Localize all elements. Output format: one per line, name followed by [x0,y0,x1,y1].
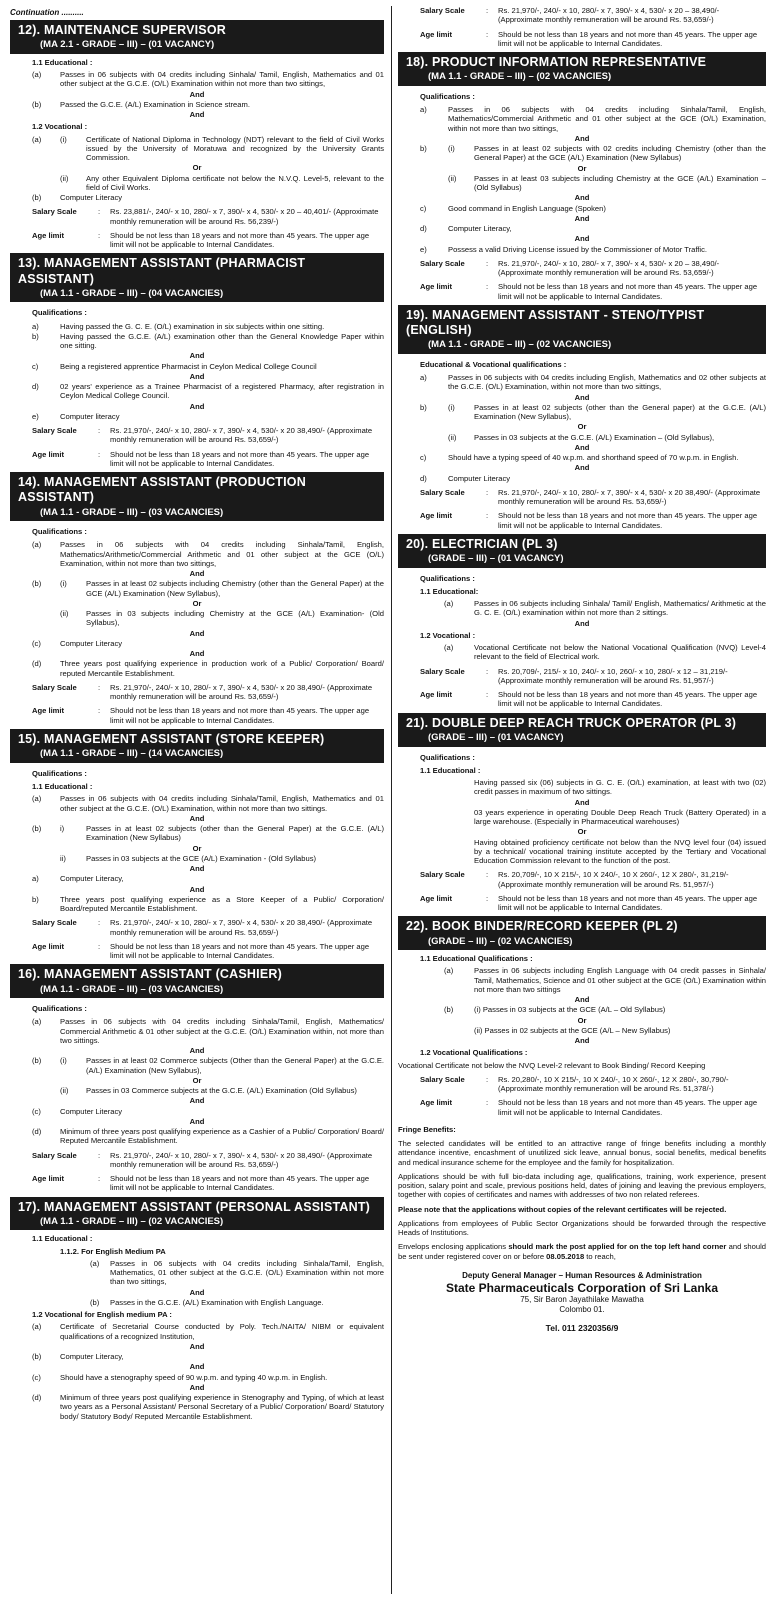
age-value: Should not be less than 18 years and not more than 45 years. The upper age limit will not be applicable to Internal Candidates. [498,282,758,301]
or-label: Or [192,163,202,173]
colon: : [98,230,101,240]
item-text: Computer Literacy, [60,1352,124,1362]
section-grade: (MA 1.1 - GRADE – III) – (03 VACANCIES) [40,506,224,518]
salary-value: Rs. 20,709/-, 215/- x 10, 240/- x 10, 260/- x 10, 280/- x 12 – 31,219/- (Approximate monthly remuneration will be around Rs. 51,957/-) [498,666,728,685]
salary-label: Salary Scale [420,666,465,676]
section-header [10,964,384,998]
section-grade: (MA 1.1 - GRADE – III) – (02 VACANCIES) [428,71,612,83]
section-title: 12). MAINTENANCE SUPERVISOR [18,23,226,37]
section-grade: (MA 1.1 - GRADE – III) – (14 VACANCIES) [40,748,224,760]
section-header [398,305,766,354]
age-label: Age limit [32,449,65,459]
item-label: (b) [32,99,42,109]
item-text: Passes in 06 subjects with 04 credits including Sinhala/Tamil, English, Mathematics/Arithmetic/Commercial Arithmetic and 01 other subject at the GCE (O/L) Examination, within not more than two sittings, [60,540,384,568]
item-sublabel: (ii) [60,609,69,619]
item-text: Passes in the G.C.E. (A/L) Examination with English Language. [110,1297,324,1307]
section-20 [398,534,766,709]
item-label: (b) [32,824,42,834]
colon: : [98,1150,101,1160]
qualifications-heading: Qualifications : [420,752,475,762]
item-sublabel: (ii) [60,173,69,183]
item-label: (d) [32,1127,42,1137]
item-text: Passes in at least 03 subjects including Chemistry at the GCE (A/L) Examination – (Old Syllabus) [474,173,766,193]
and-label: And [189,110,205,120]
item-text: (i) Passes in 03 subjects at the GCE (A/L – Old Syllabus) [474,1005,666,1015]
and-label: And [189,628,205,638]
salary-label: Salary Scale [420,1074,465,1084]
item-text: Minimum of three years post qualifying experience in Stenography and Typing, of which at least two years as a Personal Assistant/ Personal Secretary of a Public/ Corporation/ Board/ Statutory body/ Statutory Body/ Reputed Mercantile Establishment. [60,1393,384,1421]
or-label: Or [577,1015,587,1025]
sub-heading: 1.2 Vocational : [420,630,476,640]
section-18 [398,52,766,301]
and-label: And [574,133,590,143]
item-label: (b) [32,193,42,203]
age-label: Age limit [32,230,65,240]
item-label: (b) [32,579,42,589]
section-grade: (GRADE – III) – (01 VACANCY) [428,731,564,743]
section-14 [10,472,384,725]
item-text: Passes in at least 02 subjects (other than the General paper) at the G.C.E. (A/L) Examination (New Syllabus), [474,402,766,422]
age-value: Should not be less than 18 years and not more than 45 years. The upper age limit will not be applicable to Internal Candidates. [110,1174,370,1193]
colon: : [98,449,101,459]
item-label: (a) [32,70,42,80]
left-column [10,16,384,1423]
section-17 [10,1197,384,1421]
item-label: (d) [32,1393,42,1403]
section-title: 13). MANAGEMENT ASSISTANT (PHARMACIST ASSISTANT) [18,256,306,286]
age-label: Age limit [32,706,65,716]
salary-label: Salary Scale [32,918,77,928]
sub-heading: 1.1 Educational: [420,586,479,596]
colon: : [98,918,101,928]
envelope-text: to reach, [584,1251,616,1261]
item-text: Passes in 03 subjects at the G.C.E. (A/L) Examination – (Old Syllabus), [474,432,715,442]
contact-footer [398,1271,766,1333]
colon: : [486,870,489,880]
and-label: And [189,884,205,894]
salary-label: Salary Scale [32,207,77,217]
and-label: And [189,569,205,579]
salary-value: Rs. 23,881/-, 240/- x 10, 280/- x 7, 390/- x 4, 530/- x 20 – 40,401/- (Approximate monthly remuneration will be around Rs. 56,239/-) [110,207,379,226]
section-12 [10,20,384,249]
item-text: 03 years experience in operating Double Deep Reach Truck (Battery Operated) in a large warehouse. (Especially in Pharmaceutical warehouses) [474,807,766,827]
and-label: And [574,213,590,223]
section-title: 18). PRODUCT INFORMATION REPRESENTATIVE [406,55,707,69]
item-label: c) [420,203,427,213]
and-label: And [574,995,590,1005]
item-text: Passes in 06 subjects with 04 credits including Sinhala/Tamil, English, Mathematics/Commercial Arithmetic and 01 other subject at the GCE (O/L) Examination, within not more than two sittings, [448,105,766,133]
public-sector-note: Applications from employees of Public Sector Organizations should be forwarded through the respective Heads of Institutions. [398,1218,766,1238]
item-sublabel: (ii) [448,432,457,442]
item-sublabel: (i) [448,402,455,412]
section-header [10,729,384,763]
item-label: (a) [32,1322,42,1332]
item-text: Passes in at least 02 subjects (other than the General Paper) at the G.C.E. (A/L) Examination (New Syllabus) [86,824,384,843]
qualifications-heading: Qualifications : [32,768,87,778]
and-label: And [189,649,205,659]
envelope-text: and should be sent under registered cover on or before [398,1242,766,1261]
item-text: Any other Equivalent Diploma certificate not below the N.V.Q. Level-5, relevant to the field of Civil Works. [86,173,384,192]
salary-value: Rs. 21,970/-, 240/- x 10, 280/- x 7, 390/- x 4, 530/- x 20 – 38,490/- (Approximate monthly remuneration will be around Rs. 53,659/-) [498,6,720,25]
salary-value: Rs. 21,970/-, 240/- x 10, 280/- x 7, 390/- x 4, 530/- x 20 38,490/- (Approximate monthly remuneration will be around Rs. 53,659/-) [110,1150,373,1169]
contact-role: Deputy General Manager – Human Resources & Administration [462,1270,702,1280]
item-text: Passes in at least 02 subjects with 02 credits including Chemistry (other than the General Paper) at the GCE (A/L) Examination (New Syllabus) [474,144,766,163]
and-label: And [189,89,205,99]
item-text: Passes in 06 subjects with 04 credits including Sinhala/Tamil, English, Mathematics, 01 other subject at the G.C.E. (O/L) Examination within not more than two sittings, [110,1258,384,1287]
or-label: Or [577,422,587,432]
or-label: Or [577,163,587,173]
and-label: And [574,618,590,628]
item-label: b) [420,144,427,154]
colon: : [98,682,101,692]
item-text: Computer Literacy [60,638,123,648]
item-label: (a) [32,1017,42,1027]
colon: : [486,6,489,15]
age-label: Age limit [420,282,453,292]
salary-label: Salary Scale [32,426,77,436]
and-label: And [574,442,590,452]
colon: : [98,207,101,217]
item-label: (d) [32,659,42,669]
section-21 [398,713,766,913]
and-label: And [189,401,205,411]
age-value: Should not be less than 18 years and not more than 45 years. The upper age limit will not be applicable to Internal Candidates. [110,706,370,725]
item-label: (b) [444,1005,454,1015]
colon: : [486,29,489,39]
age-label: Age limit [420,690,453,700]
item-label: (a) [444,966,454,976]
salary-label: Salary Scale [420,258,465,268]
item-label: (c) [32,1106,41,1116]
item-text: Minimum of three years post qualifying experience as a Cashier of a Public/ Corporation/ Board/ Reputed Mercantile Establishment. [60,1127,384,1146]
and-label: And [189,1341,205,1351]
item-text: Computer Literacy [60,193,123,203]
item-sublabel: (i) [60,1056,67,1066]
section-header [398,713,766,747]
item-text: Possess a valid Driving License issued by the Commissioner of Motor Traffic. [448,244,707,254]
item-text: Passes in at least 02 Commerce subjects (Other than the General Paper) at the G.C.E. (A/L) Examination (New Syllabus), [86,1056,384,1075]
section-header [10,472,384,521]
section-grade: (MA 1.1 - GRADE – III) – (02 VACANCIES) [40,1215,224,1227]
item-text: Computer Literacy [60,1106,123,1116]
item-text: Certificate of Secretarial Course conducted by Poly. Tech./NAITA/ NIBM or equivalent qualifications of a recognized Institution, [60,1322,384,1341]
closing-date: 08.05.2018 [546,1251,585,1261]
item-text: Being a registered apprentice Pharmacist in Ceylon Medical College Council [60,361,317,371]
and-label: And [574,234,590,244]
item-label: a) [420,105,427,115]
item-text: Passes in 03 subjects at the GCE (A/L) Examination - (Old Syllabus) [86,853,317,863]
envelope-emphasis: should mark the post applied for on the top left hand corner [508,1242,727,1252]
or-label: Or [192,843,202,853]
right-column [398,6,766,1333]
age-value: Should be not less than 18 years and not more than 45 years. The upper age limit will not be applicable to Internal Candidates. [110,941,370,961]
item-label: b) [32,331,39,341]
and-label: And [574,392,590,402]
item-text: Passes in 03 Commerce subjects at the G.C.E. (A/L) Examination (Old Syllabus) [86,1086,357,1096]
item-label: (b) [90,1297,100,1307]
section-title: 21). DOUBLE DEEP REACH TRUCK OPERATOR (PL 3) [406,715,737,730]
salary-label: Salary Scale [420,870,465,880]
item-text: Passes in 06 subjects including English Language with 04 credit passes in Sinhala/ Tamil, Mathematics, Science and 01 other subject at the GCE (O/L) Examination within not more than two sittings [474,966,766,994]
age-label: Age limit [420,893,453,903]
item-label: c) [32,361,39,371]
fringe-benefits-text: The selected candidates will be entitled to an attractive range of fringe benefits including a monthly attendance incentive, encashment of unutilized sick leave, annual bonus, social benefits, medical benefits and medical insurance scheme for the employee and the family for hospitalization. [398,1139,766,1167]
item-text: Passed the G.C.E. (A/L) Examination in Science stream. [60,99,250,109]
or-label: Or [192,598,202,608]
item-sublabel: (ii) [448,173,457,183]
item-text: Computer Literacy [448,473,511,483]
colon: : [98,426,101,436]
salary-value: Rs. 21,970/-, 240/- x 10, 280/- x 7, 390/- x 4, 530/- x 20 38,490/- (Approximate monthly remuneration will be around Rs. 53,659/-) [110,918,373,937]
fringe-benefits-heading: Fringe Benefits: [398,1124,456,1134]
and-label: And [189,1046,205,1056]
colon: : [486,511,489,521]
continuation-label: Continuation .......... [10,8,84,17]
age-value: Should not be less than 18 years and not more than 45 years. The upper age limit will not be applicable to Internal Candidates. [498,690,758,709]
item-label: (a) [444,599,454,609]
column-divider [391,6,392,1594]
item-text: Good command in English Language (Spoken) [448,203,606,213]
section-grade: (MA 1.1 - GRADE – III) – (02 VACANCIES) [428,339,612,351]
item-sublabel: (i) [60,579,67,589]
salary-label: Salary Scale [32,682,77,692]
colon: : [486,690,489,700]
item-text: Three years post qualifying experience as a Store Keeper of a Public/ Corporation/ Board/reputed Mercantile Establishment. [60,894,384,914]
qualifications-heading: Qualifications : [32,1004,87,1014]
item-text: Three years post qualifying experience in production work of a Public/ Corporation/ Board/ reputed Mercantile Establishment. [60,659,384,678]
item-text: Having obtained proficiency certificate not below than the NVQ level four (04) issued by a technical/ vocational training institute accepted by the Tertiary and Vocational Education Commission relevant to the function of the post. [474,837,766,866]
salary-value: Rs. 21,970/-, 240/- x 10, 280/- x 7, 390/- x 4, 530/- x 20 38,490/- (Approximate monthly remuneration will be around Rs. 53,659/-) [498,487,761,507]
section-grade: (GRADE – III) – (02 VACANCIES) [428,935,573,947]
item-text: Passes in 03 subjects including Chemistry at the GCE (A/L) Examination- (Old Syllabus), [86,609,384,628]
section-grade: (MA 1.1 - GRADE – III) – (03 VACANCIES) [40,983,224,995]
and-label: And [189,813,205,823]
section-title: 17). MANAGEMENT ASSISTANT (PERSONAL ASSISTANT) [18,1199,371,1214]
section-title: 19). MANAGEMENT ASSISTANT - STENO/TYPIST (ENGLISH) [406,307,705,338]
item-text: Passes in 06 subjects with 04 credits including English, Mathematics and 02 other subjects at the G.C.E. (O/L) Examination, within not more than two sittings, [448,373,766,392]
age-value: Should be not less than 18 years and not more than 45 years. The upper age limit will not be applicable to Internal Candidates. [498,29,758,48]
salary-label: Salary Scale [32,1150,77,1160]
section-15 [10,729,384,960]
item-sublabel: i) [60,824,65,834]
section-grade: (MA 1.1 - GRADE – III) – (04 VACANCIES) [40,287,224,299]
colon: : [486,666,489,676]
item-label: e) [420,244,427,254]
colon: : [98,1174,101,1184]
sub-heading: 1.2 Vocational : [32,122,88,132]
section-header [398,534,766,568]
item-label: d) [420,473,427,483]
salary-value: Rs. 20,709/-, 10 X 215/-, 10 X 240/-, 10 X 260/-, 12 X 280/-, 31,219/- (Approximate monthly remuneration will be around Rs. 51,957/-) [498,870,729,889]
item-text: Passes in 06 subjects with 04 credits including Sinhala/Tamil, English, Mathematics and 01 other subject at the G.C.E. (O/L) Examination, within not more than two sittings. [60,794,384,813]
item-sublabel: (i) [60,134,67,144]
rejection-note: Please note that the applications without copies of the relevant certificates will be rejected. [398,1204,727,1214]
and-label: And [189,1116,205,1126]
item-label: c) [420,453,427,463]
item-label: (a) [90,1258,100,1268]
colon: : [486,1098,489,1108]
sub-heading: 1.1 Educational Qualifications : [420,954,533,964]
section-header [398,916,766,950]
salary-label: Salary Scale [420,6,465,15]
and-label: And [189,1362,205,1372]
and-label: And [574,1036,590,1046]
sub-heading: 1.1.2. For English Medium PA [60,1246,166,1256]
item-text: Vocational Certificate not below the National Vocational Qualification (NVQ) Level-4 relevant to the field of Electrical work. [474,643,766,662]
telephone: Tel. 011 2320356/9 [545,1322,619,1333]
colon: : [486,1074,489,1084]
item-sublabel: ii) [60,853,66,863]
item-label: b) [32,894,39,904]
salary-value: Rs. 21,970/-, 240/- x 10, 280/- x 7, 390/- x 4, 530/- x 20 – 38,490/- (Approximate monthly remuneration will be around Rs. 53,659/-) [498,258,720,278]
or-label: Or [577,827,587,837]
item-label: a) [420,373,427,383]
item-text: Having passed six (06) subjects in G. C. E. (O/L) examination, at least with two (02) credit passes in maximum of two sittings. [474,778,766,797]
item-label: (b) [32,1352,42,1362]
section-17-continued [398,6,766,48]
item-label: a) [32,321,39,331]
or-label: Or [192,1075,202,1085]
item-text: Passes in at least 02 subjects including Chemistry (other than the General Paper) at the GCE (A/L) Examination (New Syllabus), [86,579,384,598]
and-label: And [189,864,205,874]
section-title: 14). MANAGEMENT ASSISTANT (PRODUCTION ASSISTANT) [18,475,306,505]
item-label: (b) [32,1056,42,1066]
age-label: Age limit [32,1174,65,1184]
section-title: 20). ELECTRICIAN (PL 3) [406,536,558,551]
item-text: Passes in 06 subjects with 04 credits including Sinhala/ Tamil, English, Mathematics and 01 other subject at the G.C.E. (O/L) Examination within not more than two sittings, [60,70,384,89]
item-text: Passes in 06 subjects including Sinhala/ Tamil/ English, Mathematics/ Arithmetic at the G. C. E. (O/L) examination within not more than 2 sittings. [474,599,766,618]
item-text: Having passed the G. C. E. (O/L) examination in six subjects within one sitting. [60,321,325,331]
section-grade: (GRADE – III) – (01 VACANCY) [428,553,564,565]
item-text: Computer Literacy, [60,874,124,884]
colon: : [486,258,489,268]
qualifications-heading: Qualifications : [420,573,475,583]
organization-name: State Pharmaceuticals Corporation of Sri Lanka [445,1280,719,1295]
sub-heading: 1.2 Vocational Qualifications : [420,1048,528,1058]
age-value: Should not be less than 18 years and not more than 45 years. The upper age limit will not be applicable to Internal Candidates. [498,893,758,913]
and-label: And [189,1382,205,1392]
address-line: 75, Sir Baron Jayathilake Mawatha [520,1295,644,1305]
sub-heading: 1.2 Vocational for English medium PA : [32,1310,172,1320]
item-label: (a) [32,134,42,144]
item-label: (a) [32,794,42,804]
age-value: Should not be less than 18 years and not more than 45 years. The upper age limit will not be applicable to Internal Candidates. [498,1098,758,1117]
item-text: 02 years' experience as a Trainee Pharmacist of a registered Pharmacy, after registration in Ceylon Medical College Council. [60,382,384,401]
colon: : [486,487,489,497]
item-text: Vocational Certificate not below the NVQ Level-2 relevant to Book Binding/ Record Keeping [398,1060,706,1070]
section-grade: (MA 2.1 - GRADE – III) – (01 VACANCY) [40,39,215,51]
and-label: And [189,1287,205,1297]
item-text: Having passed the G.C.E. (A/L) examination other than the General Knowledge Paper within one sitting. [60,331,384,351]
section-19 [398,305,766,530]
item-text: Should have a typing speed of 40 w.p.m. and shorthand speed of 70 w.p.m. in English. [448,453,739,463]
envelope-text: Envelops enclosing applications [398,1242,509,1252]
sub-heading: 1.1 Educational : [32,1234,93,1244]
and-label: And [574,797,590,807]
item-text: Should have a stenography speed of 90 w.p.m. and typing 40 w.p.m. in English. [60,1372,328,1382]
item-label: a) [32,874,39,884]
item-label: (a) [32,540,42,550]
colon: : [486,893,489,903]
item-label: d) [420,224,427,234]
envelope-instructions [398,1242,766,1261]
section-header [10,1197,384,1231]
address-line: Colombo 01. [559,1305,605,1315]
application-instructions: Applications should be with full bio-data including age, qualifications, training, work experience, present position, salary point and scale, previous positions held, dates of joining and leaving the previous employers, together with copies of certificates and names with addresses of two non related referees. [398,1171,766,1200]
colon: : [486,282,489,292]
salary-label: Salary Scale [420,487,465,497]
and-label: And [189,351,205,361]
item-text: Certificate of National Diploma in Technology (NDT) relevant to the field of Civil Works issued by the University of Moratuwa and recognized by the University Grants Commission. [86,134,384,163]
section-title: 16). MANAGEMENT ASSISTANT (CASHIER) [18,967,282,982]
item-sublabel: (i) [448,144,455,154]
and-label: And [189,371,205,381]
qualifications-heading: Qualifications : [420,91,475,101]
and-label: And [574,193,590,203]
section-title: 22). BOOK BINDER/RECORD KEEPER (PL 2) [406,919,678,934]
salary-value: Rs. 21,970/-, 240/- x 10, 280/- x 7, 390/- x 4, 530/- x 20 38,490/- (Approximate monthly remuneration will be around Rs. 53,659/-) [110,682,373,702]
salary-value: Rs. 21,970/-, 240/- x 10, 280/- x 7, 390/- x 4, 530/- x 20 38,490/- (Approximate monthly remuneration will be around Rs. 53,659/-) [110,426,373,445]
item-label: (a) [444,643,454,653]
section-13 [10,253,384,468]
item-text: (ii) Passes in 02 subjects at the GCE (A/L – New Syllabus) [474,1025,671,1035]
item-sublabel: (ii) [60,1086,69,1096]
and-label: And [189,1096,205,1106]
salary-value: Rs. 20,280/-, 10 X 215/-, 10 X 240/-, 10 X 260/-, 12 X 280/-, 30,790/- (Approximate monthly remuneration will be around Rs. 51,378/-) [498,1074,729,1094]
colon: : [98,706,101,716]
section-header [10,253,384,302]
qualifications-heading: Qualifications : [32,527,87,537]
section-title: 15). MANAGEMENT ASSISTANT (STORE KEEPER) [18,731,325,746]
item-label: d) [32,382,39,392]
age-label: Age limit [420,1098,453,1108]
section-header [398,52,766,86]
item-text: Computer literacy [60,411,120,421]
age-label: Age limit [420,29,453,39]
age-label: Age limit [32,941,65,951]
item-label: (c) [32,638,41,648]
age-value: Should not be less than 18 years and not more than 45 years. The upper age limit will not be applicable to Internal Candidates. [110,449,370,468]
item-label: (c) [32,1372,41,1382]
section-header [10,20,384,54]
section-16 [10,964,384,1192]
qualifications-heading: Educational & Vocational qualifications : [420,359,567,369]
age-value: Should be not less than 18 years and not more than 45 years. The upper age limit will not be applicable to Internal Candidates. [110,230,370,250]
qualifications-heading: Qualifications : [32,308,87,318]
item-text: Computer Literacy, [448,224,512,234]
item-label: b) [420,402,427,412]
section-22 [398,916,766,1117]
age-value: Should not be less than 18 years and not more than 45 years. The upper age limit will not be applicable to Internal Candidates. [498,511,758,530]
item-label: e) [32,411,39,421]
and-label: And [574,463,590,473]
sub-heading: 1.1 Educational : [420,765,481,775]
age-label: Age limit [420,511,453,521]
colon: : [98,941,101,951]
item-text: Passes in 06 subjects with 04 credits including Sinhala/Tamil, English, Mathematics/ Commercial Arithmetic & 01 other subject at the G.C.E. (O/L) Examination within, not more than two sittings. [60,1017,384,1045]
sub-heading: 1.1 Educational : [32,57,93,67]
sub-heading: 1.1 Educational : [32,782,93,792]
